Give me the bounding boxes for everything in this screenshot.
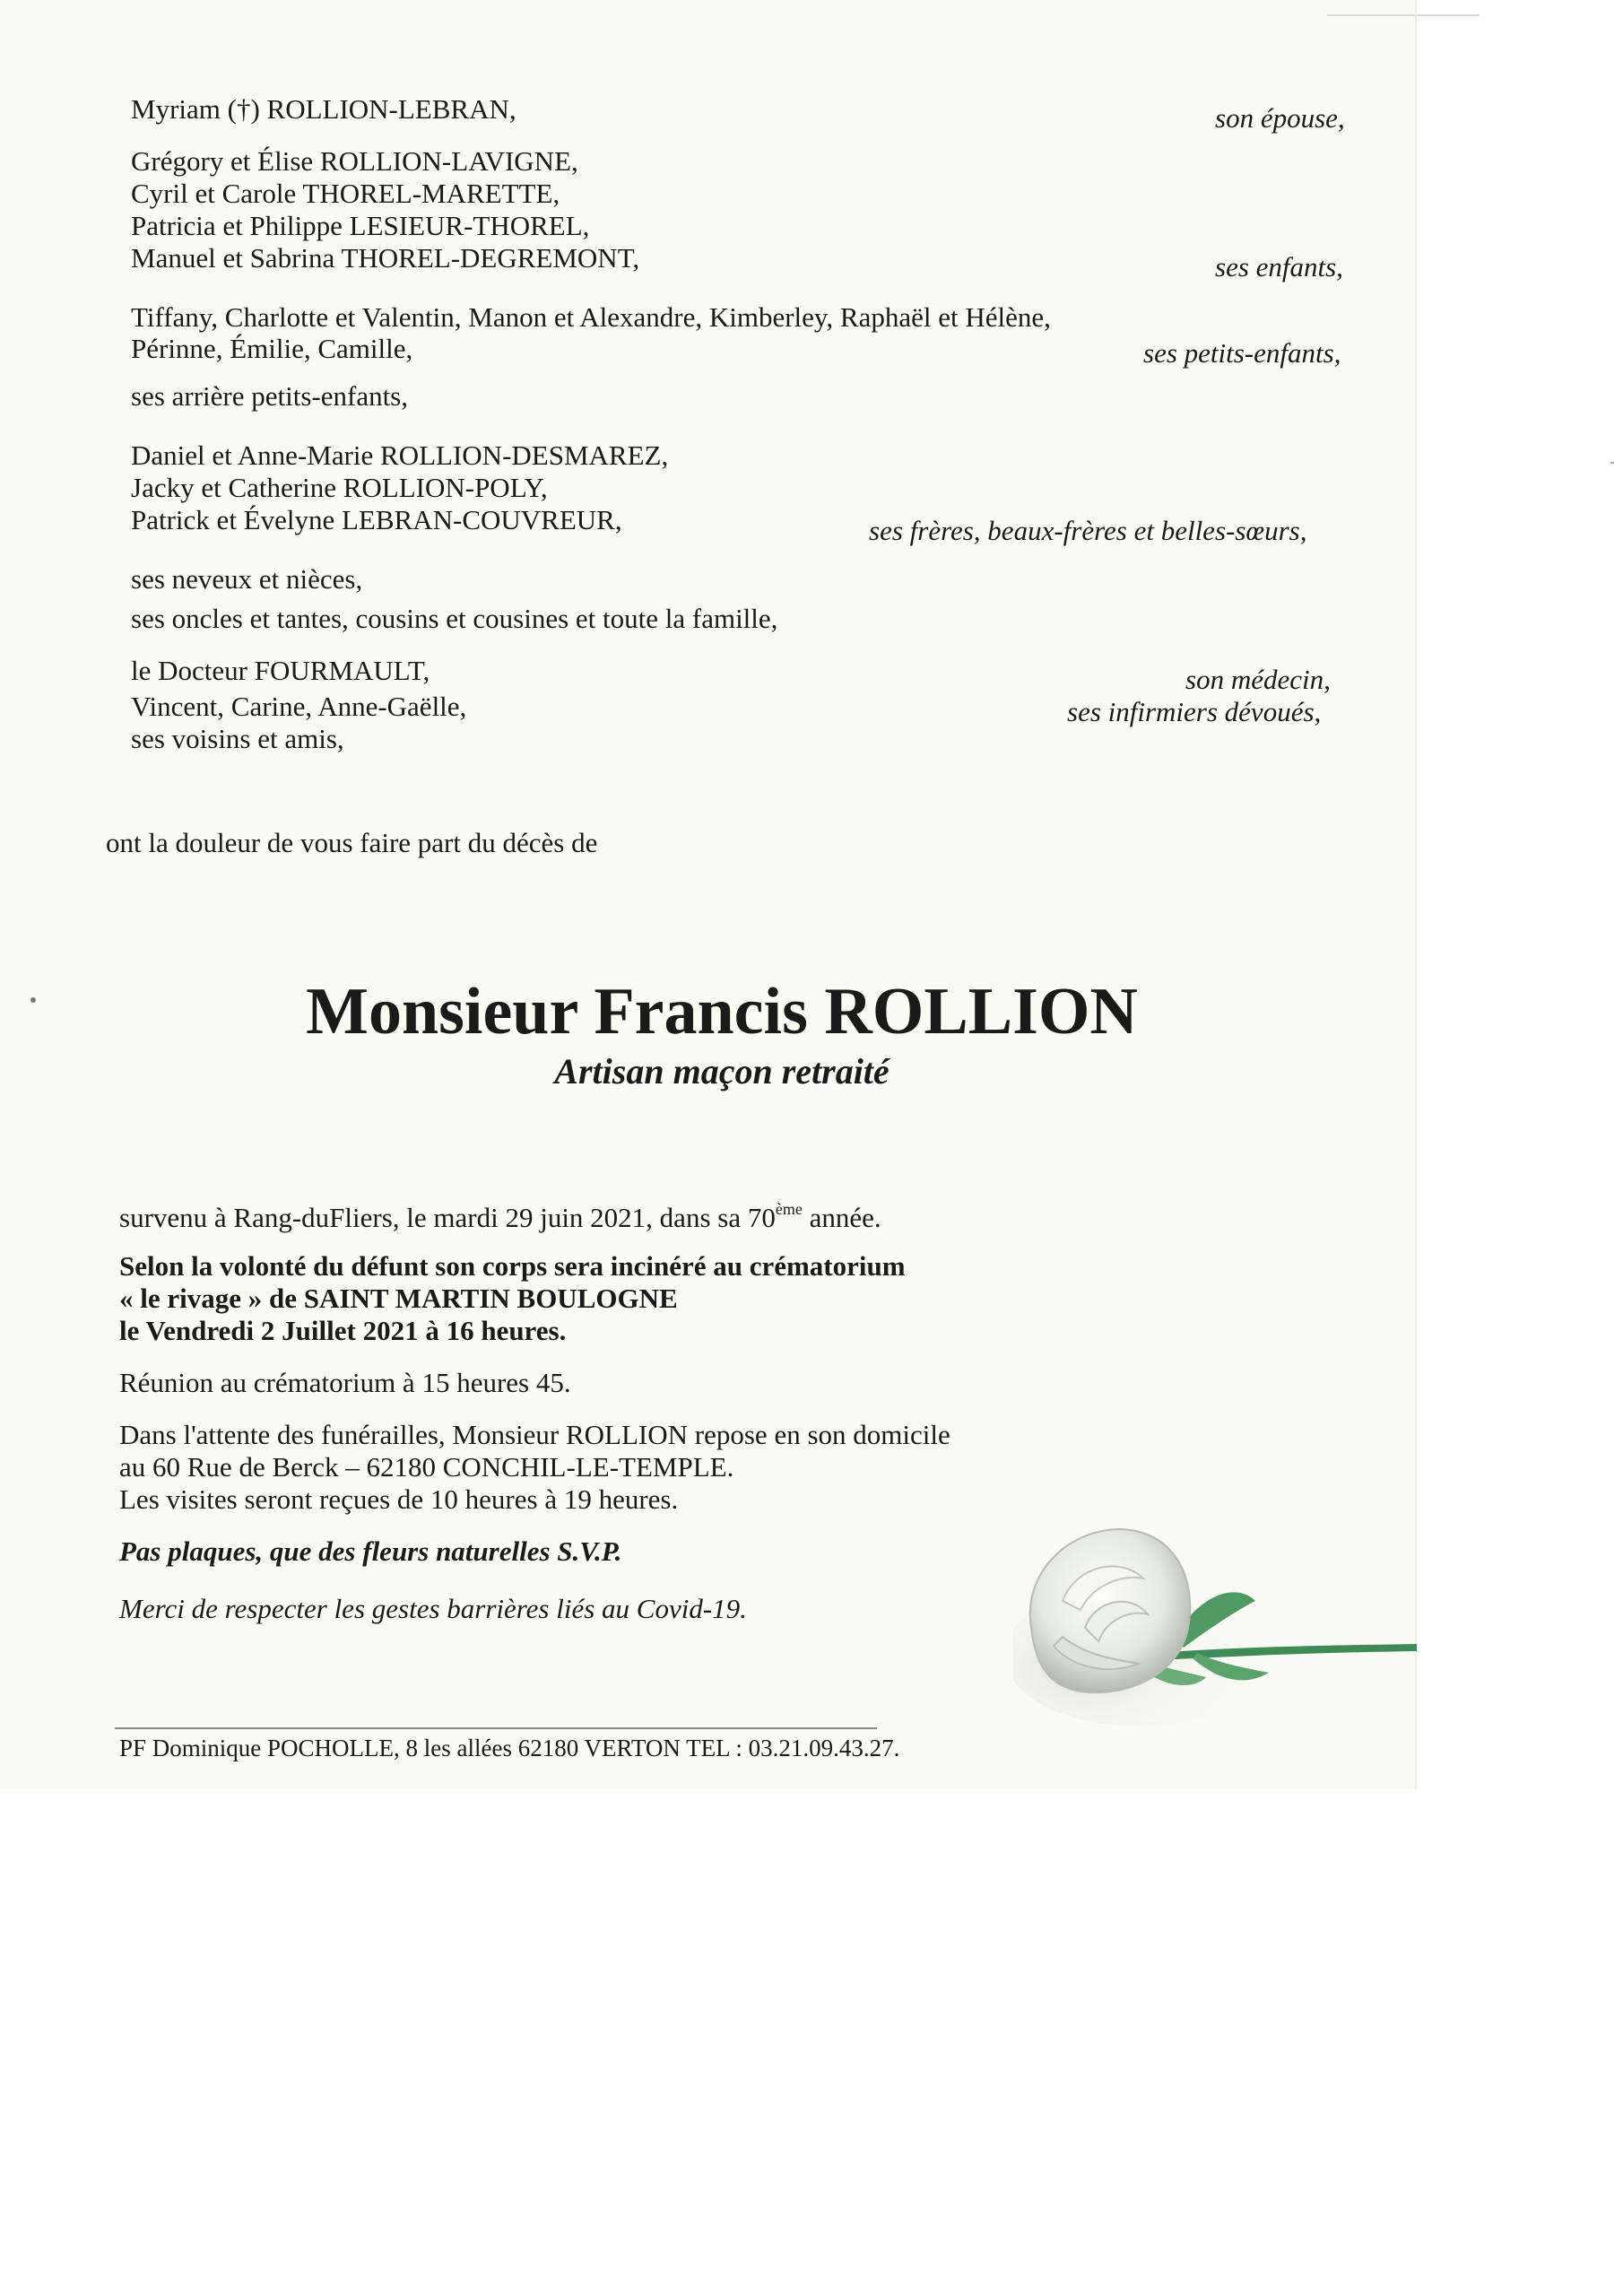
spouse-name: Myriam (†) ROLLION-LEBRAN, xyxy=(131,93,516,125)
flowers-note: Pas plaques, que des fleurs naturelles S.V.P. xyxy=(119,1535,622,1567)
white-rose-image xyxy=(1013,1493,1426,1735)
sibling-line: Jacky et Catherine ROLLION-POLY, xyxy=(131,472,548,503)
child-line: Patricia et Philippe LESIEUR-THOREL, xyxy=(131,210,590,241)
meeting-line: Réunion au crématorium à 15 heures 45. xyxy=(119,1367,571,1398)
cremation-line: le Vendredi 2 Juillet 2021 à 16 heures. xyxy=(119,1315,567,1346)
grandchildren-role: ses petits-enfants, xyxy=(1143,337,1341,369)
child-line: Grégory et Élise ROLLION-LAVIGNE, xyxy=(131,145,578,177)
covid-note: Merci de respecter les gestes barrières liés au Covid-19. xyxy=(119,1593,747,1624)
sibling-line: Daniel et Anne-Marie ROLLION-DESMAREZ, xyxy=(131,439,669,471)
funeral-home-footer: PF Dominique POCHOLLE, 8 les allées 62180 VERTON TEL : 03.21.09.43.27. xyxy=(119,1735,900,1761)
child-line: Manuel et Sabrina THOREL-DEGREMONT, xyxy=(131,242,640,274)
wake-line: au 60 Rue de Berck – 62180 CONCHIL-LE-TEMPLE. xyxy=(119,1451,734,1483)
sibling-line: Patrick et Évelyne LEBRAN-COUVREUR, xyxy=(131,504,622,535)
cremation-line: Selon la volonté du défunt son corps sera incinéré au crématorium xyxy=(119,1250,906,1282)
death-details: survenu à Rang-duFliers, le mardi 29 juin 2021, dans sa 70ème année. xyxy=(119,1200,881,1233)
nurses-line: Vincent, Carine, Anne-Gaëlle, xyxy=(131,691,467,722)
scan-speck xyxy=(1610,462,1614,464)
nurses-role: ses infirmiers dévoués, xyxy=(1067,696,1322,727)
siblings-role: ses frères, beaux-frères et belles-sœurs, xyxy=(869,515,1307,546)
deceased-profession: Artisan maçon retraité xyxy=(554,1051,890,1091)
children-role: ses enfants, xyxy=(1215,251,1343,283)
footer-divider xyxy=(115,1727,877,1729)
doctor-line: le Docteur FOURMAULT, xyxy=(131,655,430,686)
scan-artifact-line xyxy=(1327,14,1480,16)
neighbours-line: ses voisins et amis, xyxy=(131,723,344,754)
deceased-name: Monsieur Francis ROLLION xyxy=(306,975,1138,1048)
great-grandchildren-line: ses arrière petits-enfants, xyxy=(131,380,409,412)
spouse-role: son épouse, xyxy=(1215,102,1345,134)
announcement-text: ont la douleur de vous faire part du décès de xyxy=(106,827,598,858)
wake-line: Les visites seront reçues de 10 heures à 19 heures. xyxy=(119,1483,679,1515)
doctor-role: son médecin, xyxy=(1185,664,1331,695)
grandchild-line: Périnne, Émilie, Camille, xyxy=(131,333,413,364)
grandchild-line: Tiffany, Charlotte et Valentin, Manon et Alexandre, Kimberley, Raphaël et Hélène, xyxy=(131,301,1051,333)
extended-family-line: ses neveux et nièces, xyxy=(131,563,363,595)
extended-family-line: ses oncles et tantes, cousins et cousines et toute la famille, xyxy=(131,603,778,634)
cremation-line: « le rivage » de SAINT MARTIN BOULOGNE xyxy=(119,1283,678,1314)
wake-line: Dans l'attente des funérailles, Monsieur ROLLION repose en son domicile xyxy=(119,1419,950,1450)
child-line: Cyril et Carole THOREL-MARETTE, xyxy=(131,178,560,209)
